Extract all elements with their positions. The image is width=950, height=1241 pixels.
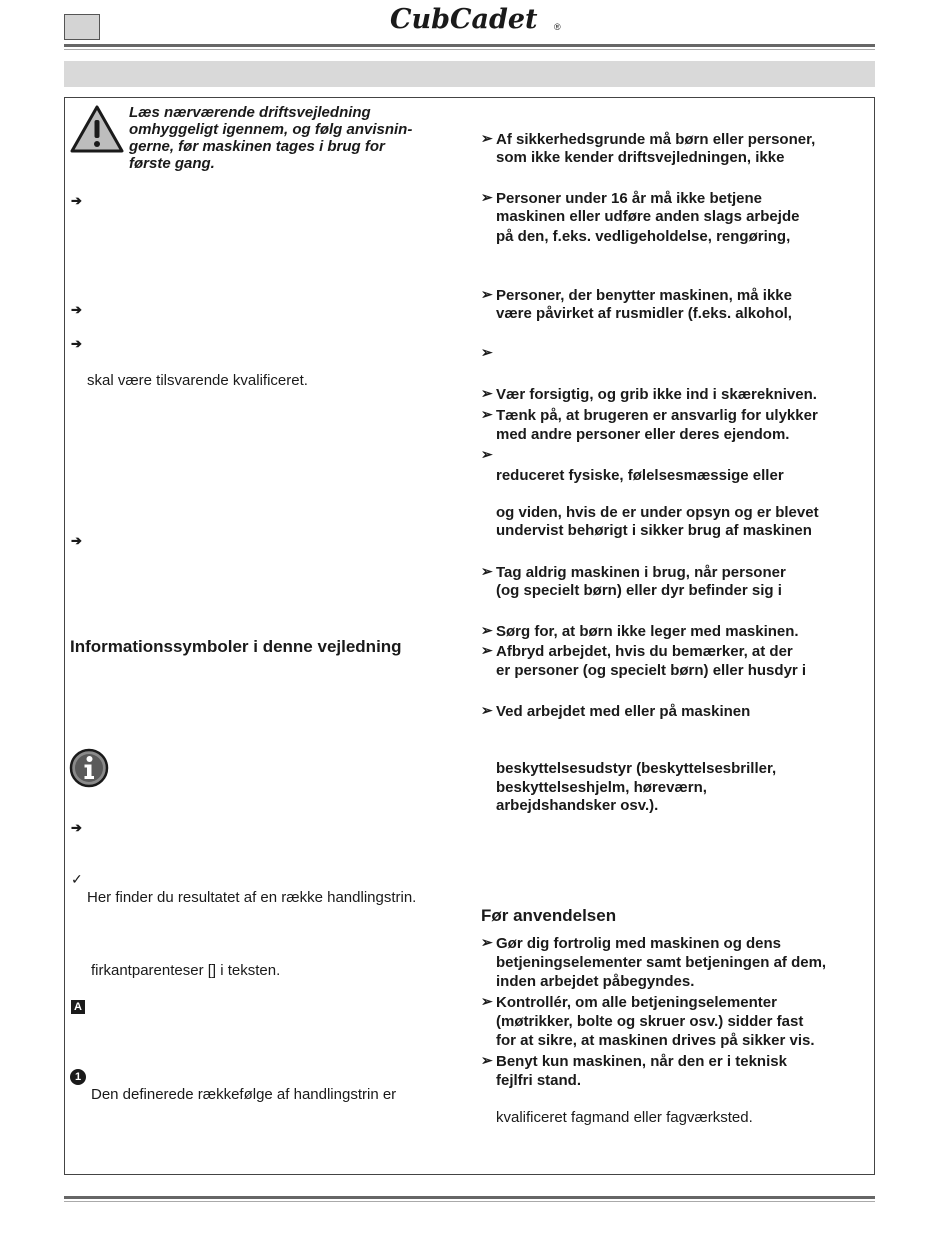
stop-line-1: Afbryd arbejdet, hvis du bemærker, at der <box>496 643 793 660</box>
intox-line-2: være påvirket af rusmidler (f.eks. alkohol, <box>496 305 792 322</box>
bullet-work: ➢ <box>481 702 493 718</box>
bullet-technical: ➢ <box>481 1052 493 1068</box>
children-line-1: Af sikkerhedsgrunde må børn eller personer, <box>496 131 816 148</box>
reduced-line: reduceret fysiske, følelsesmæssige eller <box>496 467 784 484</box>
bullet-control: ➢ <box>481 993 493 1009</box>
play-line: Sørg for, at børn ikke leger med maskinen. <box>496 623 799 640</box>
control-line-1: Kontrollér, om alle betjeningselementer <box>496 994 777 1011</box>
arrow-bullet-5: ➔ <box>71 820 82 835</box>
step-number-badge: 1 <box>70 1069 86 1085</box>
control-line-2: (møtrikker, bolte og skruer osv.) sidder fast <box>496 1013 804 1030</box>
knowledge-line-1: og viden, hvis de er under opsyn og er blevet <box>496 504 819 521</box>
bullet-play: ➢ <box>481 622 493 638</box>
symbols-heading: Informationssymboler i denne vejledning <box>70 637 402 656</box>
arrow-bullet-3: ➔ <box>71 336 82 351</box>
section-band <box>64 61 875 87</box>
arrow-bullet-4: ➔ <box>71 533 82 548</box>
technical-line-2: fejlfri stand. <box>496 1072 582 1089</box>
bullet-empty-1: ➢ <box>481 344 493 360</box>
familiarize-line-3: inden arbejdet påbegyndes. <box>496 973 695 990</box>
before-use-heading: Før anvendelsen <box>481 906 617 925</box>
header-rule-thin <box>64 49 875 50</box>
warning-note-line-1: Læs nærværende driftsvejledning <box>129 104 371 121</box>
responsibility-line-2: med andre personer eller deres ejendom. <box>496 426 790 443</box>
bullet-familiarize: ➢ <box>481 934 493 950</box>
never-line-1: Tag aldrig maskinen i brug, når personer <box>496 564 786 581</box>
qualified-text: skal være tilsvarende kvalificeret. <box>87 372 308 389</box>
logo-mark: ® <box>554 22 561 32</box>
header-rule <box>64 44 875 47</box>
logo-text: CubCadet <box>390 4 538 35</box>
footer-rule-thin <box>64 1201 875 1202</box>
age-line-3: på den, f.eks. vedligeholdelse, rengøring, <box>496 228 791 245</box>
stop-line-2: er personer (og specielt børn) eller husdyr i <box>496 662 807 679</box>
gear-line-1: beskyttelsesudstyr (beskyttelsesbriller, <box>496 760 777 777</box>
letter-badge: A <box>71 1000 85 1014</box>
children-line-2: som ikke kender driftsvejledningen, ikke <box>496 149 785 166</box>
footer-rule <box>64 1196 875 1199</box>
arrow-bullet-2: ➔ <box>71 302 82 317</box>
age-line-2: maskinen eller udføre anden slags arbejde <box>496 208 800 225</box>
work-line: Ved arbejdet med eller på maskinen <box>496 703 751 720</box>
bullet-age: ➢ <box>481 189 493 205</box>
warning-note-line-2: omhyggeligt igennem, og følg anvisnin- <box>129 121 413 138</box>
knowledge-line-2: undervist behørigt i sikker brug af maskinen <box>496 522 812 539</box>
info-circle-icon <box>69 748 109 788</box>
control-line-3: for at sikre, at maskinen drives på sikker vis. <box>496 1032 815 1049</box>
warning-note-line-3: gerne, før maskinen tages i brug for <box>129 138 385 155</box>
result-text: Her finder du resultatet af en række handlingstrin. <box>87 889 417 906</box>
bullet-children: ➢ <box>481 130 493 146</box>
page-number-box <box>64 14 100 40</box>
gear-line-2: beskyttelseshjelm, høreværn, <box>496 779 707 796</box>
sequence-text: Den definerede rækkefølge af handlingstrin er <box>91 1086 397 1103</box>
warning-note-line-4: første gang. <box>129 155 215 172</box>
familiarize-line-2: betjeningselementer samt betjeningen af dem, <box>496 954 827 971</box>
bullet-never: ➢ <box>481 563 493 579</box>
bullet-careful: ➢ <box>481 385 493 401</box>
check-icon: ✓ <box>71 871 83 887</box>
expert-line: kvalificeret fagmand eller fagværksted. <box>496 1109 753 1126</box>
intox-line-1: Personer, der benytter maskinen, må ikke <box>496 287 792 304</box>
bullet-stop: ➢ <box>481 642 493 658</box>
gear-line-3: arbejdshandsker osv.). <box>496 797 659 814</box>
never-line-2: (og specielt børn) eller dyr befinder sig i <box>496 582 782 599</box>
responsibility-line-1: Tænk på, at brugeren er ansvarlig for ulykker <box>496 407 818 424</box>
cub-cadet-logo <box>384 2 564 38</box>
age-line-1: Personer under 16 år må ikke betjene <box>496 190 762 207</box>
brackets-text: firkantparenteser [] i teksten. <box>91 962 281 979</box>
familiarize-line-1: Gør dig fortrolig med maskinen og dens <box>496 935 782 952</box>
technical-line-1: Benyt kun maskinen, når den er i teknisk <box>496 1053 787 1070</box>
arrow-bullet-1: ➔ <box>71 193 82 208</box>
bullet-empty-2: ➢ <box>481 446 493 462</box>
bullet-intox: ➢ <box>481 286 493 302</box>
careful-line: Vær forsigtig, og grib ikke ind i skærekniven. <box>496 386 817 403</box>
warning-triangle-icon <box>70 104 124 154</box>
bullet-responsibility: ➢ <box>481 406 493 422</box>
